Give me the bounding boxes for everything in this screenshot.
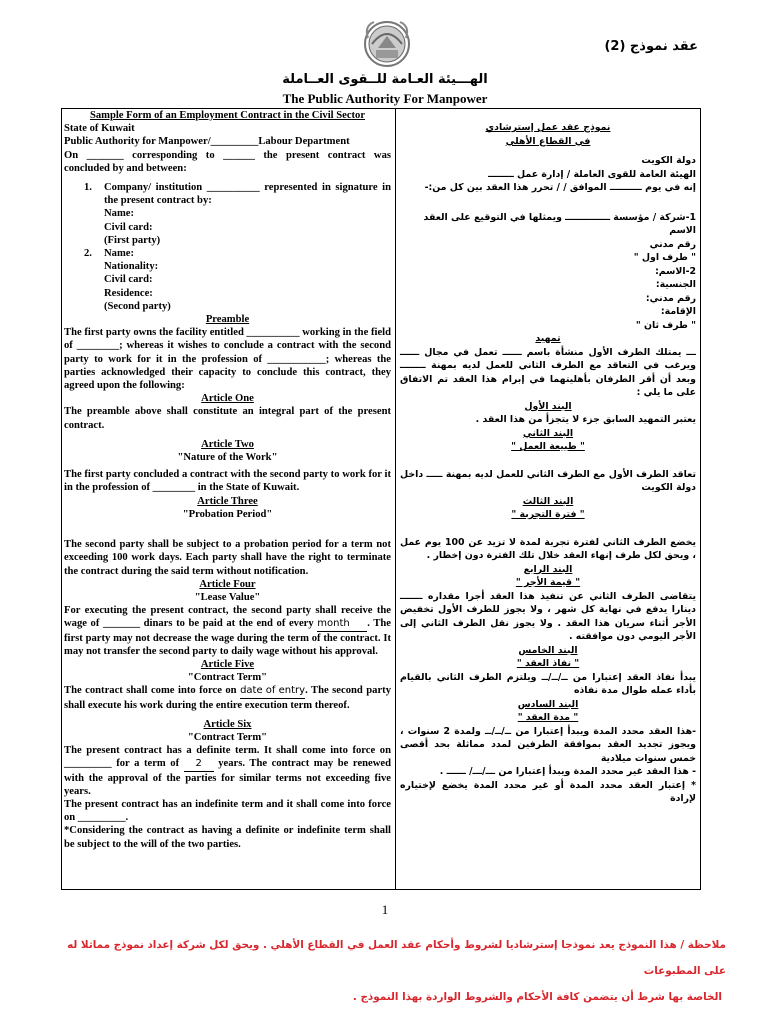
article3-text: The second party shall be subject to a probation period for a term not exceeding 100 work days. Each party shall have the right to terminate the contract during the said term without notification. [64,539,391,577]
preamble-text: The first party owns the facility entitled __________ working in the field of ________; whereas it wishes to conclude a contract with the second party to work for it in the profession of ___________; whereas the parties acknowledged their capacity to conclude this contract, they agreed upon the following: [64,327,391,392]
article5-text-a: The contract shall come into force on [64,685,237,697]
arabic-authority-line: الهيئة العامة للقوى العاملة / إدارة عمل ــــــــ [488,168,696,180]
article6-text-a: The present contract has a definite term. It shall come into force on _________ for a term of [64,745,391,770]
article1-text: The preamble above shall constitute an integral part of the present contract. [64,406,391,431]
arabic-article4-title: البند الرابع [523,563,573,575]
article6-handwritten: 2 [184,757,214,771]
kuwait-emblem-icon [362,18,412,70]
party2-name: Name: [104,248,135,260]
arabic-party1-civil: رقم مدني [649,238,696,250]
arabic-party2-civil: رقم مدني: [645,292,696,304]
form-label: عقد نموذج (2) [604,39,698,54]
arabic-article5-title: البند الخامس [518,644,578,656]
arabic-article2-subtitle: " طبيعة العمل " [511,441,585,452]
party1-civil: Civil card: [104,221,153,233]
arabic-article3-subtitle: " فترة التجربة " [511,509,585,520]
footer-note-line1: ملاحظة / هذا النموذج يعد نموذجا إسترشاديا لشروط وأحكام عقد العمل في القطاع الأهلي . ويحق لكل شركة إعداد نموذج مماثلا له على المطبوعات [67,939,726,977]
arabic-date-line: إنه في يوم ــــــــــ الموافق / / تحرر هذا العقد بين كل من:- [424,182,696,193]
arabic-preamble-title: تمهيد [535,333,561,344]
arabic-article6-text-b: - هذا العقد غير محدد المدة ويبدأ إعتبارا من ـــ/ـــ/ ــــــ . [439,766,696,777]
preamble-title: Preamble [205,314,250,326]
party2-number: 2. [84,248,92,260]
footer-note [60,932,726,1010]
authority-title-ar: الهـــيئة العـامة للــقوى العــاملة [282,72,488,87]
party1-number: 1. [84,182,92,194]
state-line: State of Kuwait [64,123,135,135]
arabic-column [400,121,696,806]
article2-title: Article Two [201,438,254,450]
article5-handwritten: date of entry [240,684,305,698]
arabic-party1-name: الاسم [669,225,696,236]
article4-text-a: For executing the present contract, the second party shall receive the wage of _______ dinars to be paid at the end of every [64,605,391,630]
arabic-article6-text-c: * إعتبار العقد محدد المدة أو غير محدد المدة يخضع لإختياره لإرادة [400,779,696,804]
article5-text [64,684,391,711]
arabic-state: دولة الكويت [641,155,696,166]
party2-tag: (Second party) [104,300,171,312]
arabic-article4-subtitle: " قيمة الأجر " [515,577,581,588]
arabic-party2-nationality: الجنسية: [655,279,696,290]
article4-subtitle: "Lease Value" [194,591,261,603]
article6-text-d: *Considering the contract as having a definite or indefinite term shall be subject to the will of the two parties. [64,825,391,850]
arabic-article5-text: يبدأ نفاذ العقد إعتبارا من ــ/ــ/ــ ويلتزم الطرف الثاني بالقيام بأداء عمله طوال مدة نفاذه [400,671,696,696]
party2-block [64,247,391,313]
emblem [362,18,412,70]
authority-line: Public Authority for Manpower/_________Labour Department [64,136,350,148]
arabic-party2-name: 2-الاسم: [655,265,696,277]
article6-title: Article Six [203,718,252,730]
arabic-article2-title: البند الثاني [522,427,574,439]
arabic-party2-residence: الإقامة: [660,306,696,317]
party1-name: Name: [104,208,135,220]
party1-tag: (First party) [104,234,161,246]
party2-residence: Residence: [104,287,153,299]
arabic-article6-text-a: -هذا العقد محدد المدة ويبدأ إعتبارا من ــ/ــ/ــ ولمدة 2 سنوات ، ويجوز تجديد العقد بموافقة الطرفين لمدد مماثلة بحد أقصى خمس سنوات ميلادية [400,725,696,764]
arabic-party1-tag: " طرف اول " [633,252,696,263]
article6-subtitle: "Contract Term" [187,731,268,743]
english-column [64,109,391,851]
arabic-title-2: في القطاع الأهلي [505,135,591,147]
on-line: On _______ corresponding to ______ the present contract was concluded by and between: [64,149,391,174]
column-divider [395,108,396,890]
article5-title: Article Five [200,658,255,670]
arabic-party1: 1-شركة / مؤسسة ــــــــــــــ ويمثلها في التوقيع على العقد [423,211,696,223]
arabic-article4-text: يتقاضى الطرف الثاني عن تنفيذ هذا العقد أجرا مقداره ـــــــ دينارا يدفع في نهاية كل شهر ، ولا يجوز للطرف الأول تخفيض الأجر أثناء سريان هذا العقد . ولا يجوز نقل الطرف الثاني إلى الأجر اليومي دون موافقته . [400,590,696,642]
party2-nationality: Nationality: [104,261,159,273]
article3-title: Article Three [197,495,258,507]
arabic-article5-subtitle: " نفاذ العقد " [516,658,580,669]
article4-text-b: . The first party may not decrease the wage during the term of the contract. It may not transfer the second party to daily wage without his approval. [64,618,392,657]
article4-text [64,604,391,658]
article5-text-b: . The second party shall execute his work during the entire execution term thereof. [64,685,391,711]
article2-text: The first party concluded a contract with the second party to work for it in the profession of ________ in the State of Kuwait. [64,469,391,494]
article4-title: Article Four [199,578,256,590]
authority-title-en: The Public Authority For Manpower [282,91,488,106]
article6-text-b: years. The contract may be renewed with the approval of the parties for similar terms not exceeding five years. [64,758,391,797]
arabic-preamble-text: ـــ يمتلك الطرف الأول منشأة باسم ــــــ تعمل في مجال ــــــ ويرغب في التعاقد مع الطرف الثاني للعمل لديه بمهنة ــــــــ وبعد أن أقر الطرفان بأهليتهما في إبرام هذا العقد تم الاتفاق على ما يلي : [400,346,696,398]
article5-subtitle: "Contract Term" [187,672,268,684]
english-title: Sample Form of an Employment Contract in the Civil Sector [89,110,366,121]
arabic-article6-title: البند السادس [517,698,579,710]
article4-handwritten: month [317,617,367,631]
party2-civil: Civil card: [104,274,153,286]
arabic-article2-text: تعاقد الطرف الأول مع الطرف الثاني للعمل لديه بمهنة ـــــ داخل دولة الكويت [400,468,696,493]
arabic-article3-text: يخضع الطرف الثاني لفترة تجربة لمدة لا تزيد عن 100 يوم عمل ، ويحق لكل طرف إنهاء العقد خلال تلك الفترة دون إخطار . [400,536,696,561]
arabic-article6-subtitle: " مدة العقد " [517,712,579,723]
article2-subtitle: "Nature of the Work" [177,452,278,464]
article1-title: Article One [201,393,254,405]
arabic-party2-tag: " طرف ثان " [635,319,696,331]
page-number: 1 [381,902,389,917]
arabic-article1-text: يعتبر التمهيد السابق جزء لا يتجزأ من هذا العقد . [475,414,696,425]
arabic-article3-title: البند الثالث [522,495,574,507]
party1-block [64,181,391,247]
arabic-article1-title: البند الأول [524,400,572,412]
article6-text-c: The present contract has an indefinite term and it shall come into force on _________. [64,798,391,824]
arabic-title-1: نموذج عقد عمل إسترشادي [485,122,611,133]
party1-text: Company/ institution __________ represented in signature in the present contract by: [104,182,391,207]
article3-subtitle: "Probation Period" [182,508,273,520]
footer-note-line2: الخاصة بها شرط أن يتضمن كافة الأحكام والشروط الواردة بهذا النموذج . [352,991,722,1003]
article6-text [64,744,391,798]
